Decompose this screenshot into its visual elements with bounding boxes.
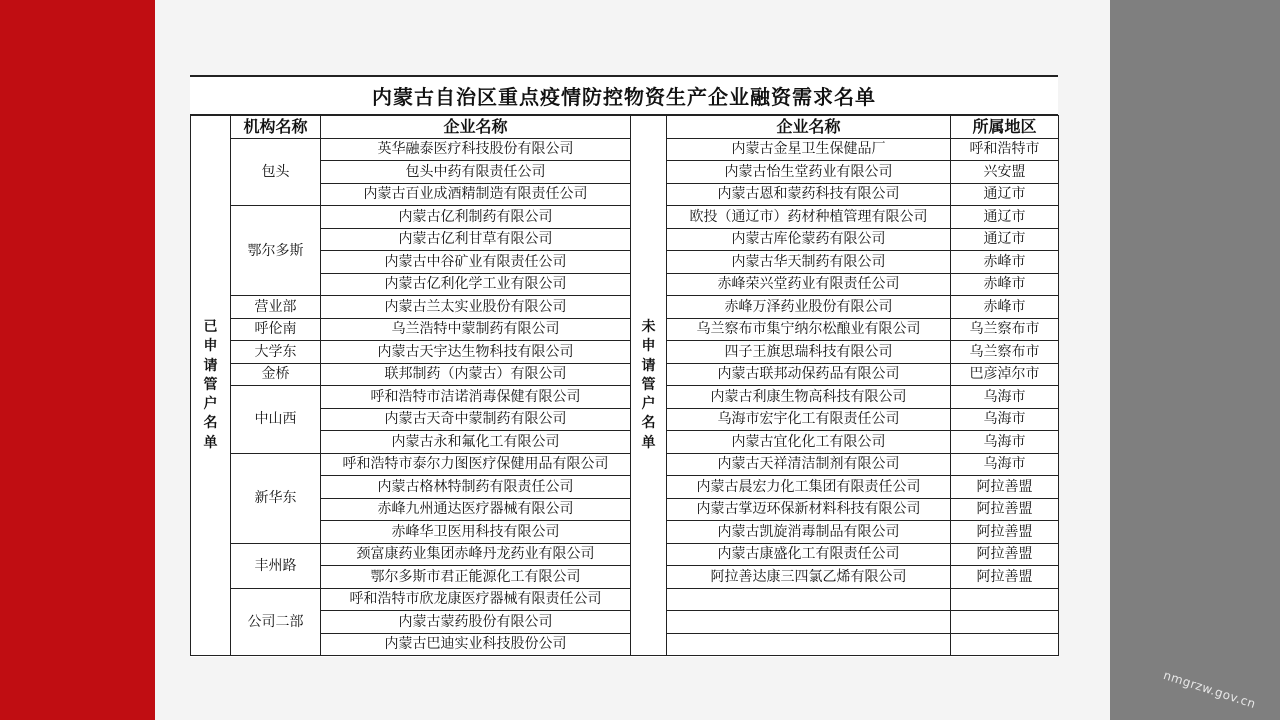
company-cell: 赤峰万泽药业股份有限公司 bbox=[667, 296, 951, 319]
region-cell: 通辽市 bbox=[951, 183, 1059, 206]
company-cell: 内蒙古亿利化学工业有限公司 bbox=[321, 273, 631, 296]
company-cell: 内蒙古天宇达生物科技有限公司 bbox=[321, 341, 631, 364]
table-row bbox=[631, 138, 1059, 161]
company-cell: 联邦制药（内蒙古）有限公司 bbox=[321, 363, 631, 386]
vertical-label-unapplied bbox=[631, 116, 667, 656]
region-cell: 乌海市 bbox=[951, 431, 1059, 454]
company-cell: 四子王旗思瑞科技有限公司 bbox=[667, 341, 951, 364]
company-cell: 内蒙古天祥清洁制剂有限公司 bbox=[667, 453, 951, 476]
table-row bbox=[631, 273, 1059, 296]
table-row bbox=[631, 498, 1059, 521]
table-row bbox=[631, 183, 1059, 206]
vertical-label-char: 名 bbox=[641, 415, 656, 432]
company-cell: 内蒙古中谷矿业有限责任公司 bbox=[321, 251, 631, 274]
table-row bbox=[191, 206, 631, 229]
vertical-label-char: 单 bbox=[641, 434, 656, 451]
empty-cell bbox=[667, 588, 951, 611]
company-cell: 内蒙古亿利甘草有限公司 bbox=[321, 228, 631, 251]
company-cell: 内蒙古巴迪实业科技股份公司 bbox=[321, 633, 631, 656]
table-row bbox=[191, 318, 631, 341]
company-cell: 内蒙古百业成酒精制造有限责任公司 bbox=[321, 183, 631, 206]
table-row bbox=[631, 318, 1059, 341]
company-cell: 颈富康药业集团赤峰丹龙药业有限公司 bbox=[321, 543, 631, 566]
org-cell: 中山西 bbox=[231, 386, 321, 454]
region-cell: 乌海市 bbox=[951, 386, 1059, 409]
vertical-label-char: 户 bbox=[203, 396, 218, 413]
company-cell: 内蒙古恩和蒙药科技有限公司 bbox=[667, 183, 951, 206]
empty-cell bbox=[951, 633, 1059, 656]
empty-row bbox=[631, 611, 1059, 634]
org-cell: 新华东 bbox=[231, 453, 321, 543]
region-cell: 赤峰市 bbox=[951, 273, 1059, 296]
vertical-label-char: 请 bbox=[203, 357, 218, 374]
region-cell: 赤峰市 bbox=[951, 296, 1059, 319]
vertical-label-char: 户 bbox=[641, 396, 656, 413]
org-cell: 公司二部 bbox=[231, 588, 321, 656]
company-cell: 包头中药有限责任公司 bbox=[321, 161, 631, 184]
region-cell: 乌海市 bbox=[951, 453, 1059, 476]
company-cell: 内蒙古晨宏力化工集团有限责任公司 bbox=[667, 476, 951, 499]
region-cell: 阿拉善盟 bbox=[951, 566, 1059, 589]
company-cell: 阿拉善达康三四氯乙烯有限公司 bbox=[667, 566, 951, 589]
region-cell: 阿拉善盟 bbox=[951, 498, 1059, 521]
company-cell: 乌兰察布市集宁纳尔松酿业有限公司 bbox=[667, 318, 951, 341]
region-cell: 兴安盟 bbox=[951, 161, 1059, 184]
right-gray-bar bbox=[1110, 0, 1280, 720]
org-cell: 鄂尔多斯 bbox=[231, 206, 321, 296]
table-row bbox=[631, 363, 1059, 386]
table-row bbox=[631, 408, 1059, 431]
table-row bbox=[191, 341, 631, 364]
header-row bbox=[191, 116, 631, 139]
company-cell: 乌海市宏宇化工有限责任公司 bbox=[667, 408, 951, 431]
company-cell: 赤峰华卫医用科技有限公司 bbox=[321, 521, 631, 544]
table-title: 内蒙古自治区重点疫情防控物资生产企业融资需求名单 bbox=[190, 75, 1058, 115]
company-cell: 内蒙古掌迈环保新材料科技有限公司 bbox=[667, 498, 951, 521]
company-cell: 赤峰荣兴堂药业有限责任公司 bbox=[667, 273, 951, 296]
company-cell: 内蒙古格林特制药有限责任公司 bbox=[321, 476, 631, 499]
header-org: 机构名称 bbox=[231, 116, 321, 139]
header-row bbox=[631, 116, 1059, 139]
empty-cell bbox=[667, 633, 951, 656]
region-cell: 乌兰察布市 bbox=[951, 318, 1059, 341]
table-row bbox=[631, 566, 1059, 589]
table-row bbox=[631, 521, 1059, 544]
header-company: 企业名称 bbox=[667, 116, 951, 139]
company-cell: 内蒙古亿利制药有限公司 bbox=[321, 206, 631, 229]
region-cell: 阿拉善盟 bbox=[951, 521, 1059, 544]
table-row bbox=[631, 296, 1059, 319]
company-cell: 内蒙古金星卫生保健品厂 bbox=[667, 138, 951, 161]
company-cell: 鄂尔多斯市君正能源化工有限公司 bbox=[321, 566, 631, 589]
table-row bbox=[191, 453, 631, 476]
region-cell: 通辽市 bbox=[951, 206, 1059, 229]
company-cell: 内蒙古凯旋消毒制品有限公司 bbox=[667, 521, 951, 544]
header-company: 企业名称 bbox=[321, 116, 631, 139]
company-cell: 内蒙古永和氟化工有限公司 bbox=[321, 431, 631, 454]
vertical-label-char: 单 bbox=[203, 434, 218, 451]
company-cell: 内蒙古天奇中蒙制药有限公司 bbox=[321, 408, 631, 431]
header-region: 所属地区 bbox=[951, 116, 1059, 139]
vertical-label-char: 管 bbox=[641, 376, 656, 393]
vertical-label-char: 申 bbox=[203, 338, 218, 355]
table-row bbox=[631, 543, 1059, 566]
empty-row bbox=[631, 588, 1059, 611]
company-cell: 内蒙古库伦蒙药有限公司 bbox=[667, 228, 951, 251]
table-row bbox=[191, 296, 631, 319]
region-cell: 阿拉善盟 bbox=[951, 476, 1059, 499]
left-red-bar bbox=[0, 0, 155, 720]
region-cell: 乌海市 bbox=[951, 408, 1059, 431]
empty-cell bbox=[667, 611, 951, 634]
empty-cell bbox=[951, 588, 1059, 611]
vertical-label-char: 已 bbox=[203, 318, 218, 335]
applied-table bbox=[190, 115, 631, 656]
company-cell: 内蒙古利康生物高科技有限公司 bbox=[667, 386, 951, 409]
table-row bbox=[191, 138, 631, 161]
company-cell: 英华融泰医疗科技股份有限公司 bbox=[321, 138, 631, 161]
region-cell: 赤峰市 bbox=[951, 251, 1059, 274]
company-cell: 内蒙古康盛化工有限责任公司 bbox=[667, 543, 951, 566]
region-cell: 乌兰察布市 bbox=[951, 341, 1059, 364]
org-cell: 金桥 bbox=[231, 363, 321, 386]
spreadsheet-image bbox=[190, 75, 1058, 657]
watermark: nmgrzw.gov.cn bbox=[1161, 668, 1258, 712]
company-cell: 乌兰浩特中蒙制药有限公司 bbox=[321, 318, 631, 341]
table-row bbox=[631, 341, 1059, 364]
vertical-label-char: 未 bbox=[641, 318, 656, 335]
company-cell: 内蒙古宜化化工有限公司 bbox=[667, 431, 951, 454]
region-cell: 呼和浩特市 bbox=[951, 138, 1059, 161]
table-row bbox=[191, 386, 631, 409]
vertical-label-char: 申 bbox=[641, 338, 656, 355]
empty-row bbox=[631, 633, 1059, 656]
table-row bbox=[631, 206, 1059, 229]
company-cell: 内蒙古蒙药股份有限公司 bbox=[321, 611, 631, 634]
org-cell: 丰州路 bbox=[231, 543, 321, 588]
table-row bbox=[631, 251, 1059, 274]
table-row bbox=[631, 161, 1059, 184]
vertical-label-char: 请 bbox=[641, 357, 656, 374]
company-cell: 内蒙古兰太实业股份有限公司 bbox=[321, 296, 631, 319]
org-cell: 大学东 bbox=[231, 341, 321, 364]
table-row bbox=[631, 431, 1059, 454]
unapplied-table bbox=[630, 115, 1059, 656]
table-row bbox=[191, 363, 631, 386]
company-cell: 呼和浩特市欣龙康医疗器械有限责任公司 bbox=[321, 588, 631, 611]
table-row bbox=[631, 476, 1059, 499]
org-cell: 包头 bbox=[231, 138, 321, 206]
company-cell: 内蒙古华天制药有限公司 bbox=[667, 251, 951, 274]
company-cell: 内蒙古联邦动保药品有限公司 bbox=[667, 363, 951, 386]
vertical-label-applied bbox=[191, 116, 231, 656]
table-row bbox=[191, 543, 631, 566]
region-cell: 阿拉善盟 bbox=[951, 543, 1059, 566]
vertical-label-char: 管 bbox=[203, 376, 218, 393]
company-cell: 内蒙古怡生堂药业有限公司 bbox=[667, 161, 951, 184]
table-row bbox=[631, 386, 1059, 409]
company-cell: 呼和浩特市泰尔力图医疗保健用品有限公司 bbox=[321, 453, 631, 476]
region-cell: 巴彦淖尔市 bbox=[951, 363, 1059, 386]
region-cell: 通辽市 bbox=[951, 228, 1059, 251]
empty-cell bbox=[951, 611, 1059, 634]
org-cell: 呼伦南 bbox=[231, 318, 321, 341]
company-cell: 欧投（通辽市）药材种植管理有限公司 bbox=[667, 206, 951, 229]
table-row bbox=[631, 228, 1059, 251]
company-cell: 呼和浩特市洁诺消毒保健有限公司 bbox=[321, 386, 631, 409]
table-row bbox=[191, 588, 631, 611]
org-cell: 营业部 bbox=[231, 296, 321, 319]
company-cell: 赤峰九州通达医疗器械有限公司 bbox=[321, 498, 631, 521]
table-row bbox=[631, 453, 1059, 476]
vertical-label-char: 名 bbox=[203, 415, 218, 432]
